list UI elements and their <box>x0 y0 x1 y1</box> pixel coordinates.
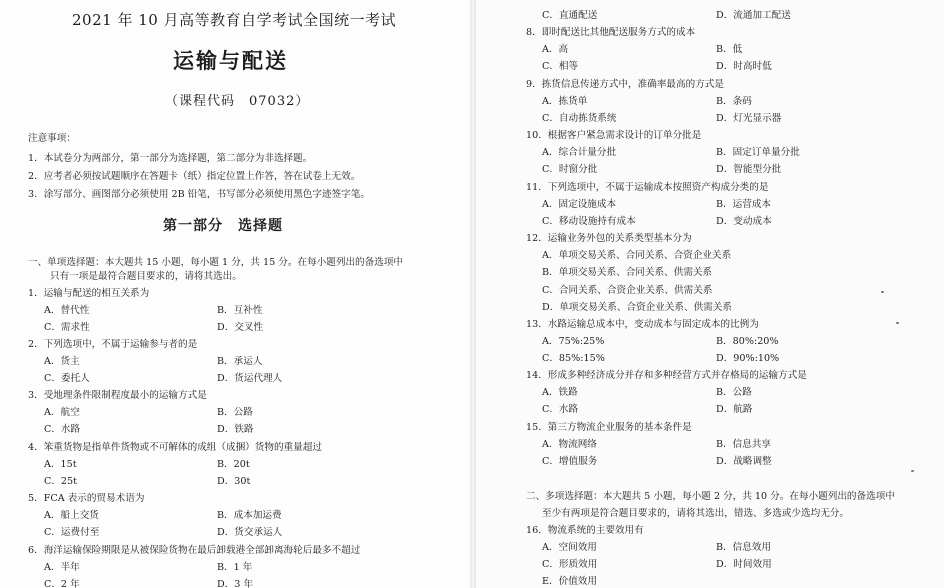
option: D．货交承运人 <box>217 527 283 538</box>
option: C．移动设施持有成本 <box>542 216 636 227</box>
section-instruction: 至少有两项是符合题目要求的，请将其选出，错选、多选或少选均无分。 <box>542 508 849 519</box>
option: C．需求性 <box>44 322 90 333</box>
option: D．3 年 <box>217 579 254 588</box>
option: A．拣货单 <box>542 96 588 107</box>
option: C．合同关系、合资企业关系、供需关系 <box>542 285 713 296</box>
option: A．半年 <box>44 562 80 573</box>
question-stem: 14．形成多种经济成分并存和多种经营方式并存格局的运输方式是 <box>526 370 807 381</box>
option: C．水路 <box>44 424 81 435</box>
subject-title: 运输与配送 <box>173 48 288 73</box>
option: A．空间效用 <box>542 542 597 553</box>
question-stem: 13．水路运输总成本中，变动成本与固定成本的比例为 <box>526 319 759 330</box>
question-stem: 3．受地理条件限制程度最小的运输方式是 <box>28 390 207 401</box>
option: C．自动拣货系统 <box>542 113 617 124</box>
note-item: 3．涂写部分、画图部分必须使用 2B 铅笔，书写部分必须使用黑色字迹签字笔。 <box>28 189 370 200</box>
section-instruction: 二、多项选择题：本大题共 5 小题，每小题 2 分，共 10 分。在每小题列出的备选项中 <box>526 491 895 502</box>
notes-title: 注意事项： <box>28 133 76 144</box>
question-stem: 11．下列选项中，不属于运输成本按照资产构成分类的是 <box>526 182 769 193</box>
option: D．战略调整 <box>716 456 772 467</box>
option: C．85%:15% <box>542 353 605 364</box>
option: D．货运代理人 <box>217 373 283 384</box>
option: D．30t <box>217 476 251 487</box>
question-stem: 12．运输业务外包的关系类型基本分为 <box>526 233 692 244</box>
option: D．铁路 <box>217 424 254 435</box>
option: B．低 <box>716 44 743 55</box>
option: A．船上交货 <box>44 510 99 521</box>
option: A．15t <box>44 459 77 470</box>
exam-title: 2021 年 10 月高等教育自学考试全国统一考试 <box>72 11 397 29</box>
option: C．形质效用 <box>542 559 598 570</box>
section-instruction: 一、单项选择题：本大题共 15 小题，每小题 1 分，共 15 分。在每小题列出的备选项中 <box>28 257 404 268</box>
option: A．替代性 <box>44 305 90 316</box>
option: B．条码 <box>716 96 752 107</box>
option: D．航路 <box>716 404 753 415</box>
option: C．时窗分批 <box>542 164 598 175</box>
note-item: 1．本试卷分为两部分，第一部分为选择题，第二部分为非选择题。 <box>28 153 313 164</box>
part-title: 第一部分 选择题 <box>163 218 283 234</box>
option: B．20t <box>217 459 250 470</box>
option: A．高 <box>542 44 569 55</box>
scan-speck <box>896 322 899 324</box>
option: A．单项交易关系、合同关系、合资企业关系 <box>542 250 732 261</box>
option: B．单项交易关系、合同关系、供需关系 <box>542 267 713 278</box>
option: C．直通配送 <box>542 10 598 21</box>
option: C．增值服务 <box>542 456 598 467</box>
option: C．25t <box>44 476 77 487</box>
question-stem: 4．笨重货物是指单件货物或不可解体的成组（成捆）货物的重量超过 <box>28 442 322 453</box>
scan-speck <box>911 470 914 472</box>
option: D．灯光显示器 <box>716 113 782 124</box>
option: C．运费付至 <box>44 527 100 538</box>
option: B．公路 <box>716 387 752 398</box>
option: B．信息共享 <box>716 439 772 450</box>
option: A．物流网络 <box>542 439 597 450</box>
option: B．承运人 <box>217 356 263 367</box>
option: D．单项交易关系、合资企业关系、供需关系 <box>542 302 732 313</box>
option: E．价值效用 <box>542 576 597 587</box>
question-stem: 2．下列选项中，不属于运输参与者的是 <box>28 339 198 350</box>
section-instruction: 只有一项是最符合题目要求的，请将其选出。 <box>50 271 242 282</box>
option: A．固定设施成本 <box>542 199 617 210</box>
option: B．80%:20% <box>716 336 779 347</box>
option: B．互补性 <box>217 305 263 316</box>
option: D．智能型分批 <box>716 164 782 175</box>
option: A．货主 <box>44 356 80 367</box>
option: C．水路 <box>542 404 579 415</box>
option: A．铁路 <box>542 387 578 398</box>
option: C．2 年 <box>44 579 80 588</box>
scan-speck <box>881 291 884 293</box>
option: B．信息效用 <box>716 542 772 553</box>
question-stem: 10．根据客户紧急需求设计的订单分批是 <box>526 130 702 141</box>
question-stem: 9．拣货信息传递方式中，准确率最高的方式是 <box>526 79 724 90</box>
option: C．相等 <box>542 61 579 72</box>
question-stem: 8．即时配送比其他配送服务方式的成本 <box>526 27 696 38</box>
option: A．航空 <box>44 407 80 418</box>
question-stem: 6．海洋运输保险期限是从被保险货物在最后卸载港全部卸离海轮后最多不超过 <box>28 545 361 556</box>
option: B．1 年 <box>217 562 253 573</box>
option: D．90%:10% <box>716 353 780 364</box>
option: B．固定订单量分批 <box>716 147 800 158</box>
option: D．时间效用 <box>716 559 772 570</box>
question-stem: 16．物流系统的主要效用有 <box>526 525 644 536</box>
left-page <box>0 0 470 588</box>
option: B．成本加运费 <box>217 510 282 521</box>
option: B．公路 <box>217 407 253 418</box>
option: A．75%:25% <box>542 336 605 347</box>
question-stem: 15．第三方物流企业服务的基本条件是 <box>526 422 692 433</box>
option: D．流通加工配送 <box>716 10 791 21</box>
option: B．运营成本 <box>716 199 772 210</box>
option: D．变动成本 <box>716 216 772 227</box>
course-code: （课程代码 07032） <box>165 94 310 109</box>
option: D．交叉性 <box>217 322 264 333</box>
note-item: 2．应考者必须按试题顺序在答题卡（纸）指定位置上作答，答在试卷上无效。 <box>28 171 361 182</box>
question-stem: 5．FCA 表示的贸易术语为 <box>28 493 145 504</box>
option: D．时高时低 <box>716 61 772 72</box>
right-page <box>476 0 944 588</box>
question-stem: 1．运输与配送的相互关系为 <box>28 288 150 299</box>
option: A．综合计量分批 <box>542 147 617 158</box>
option: C．委托人 <box>44 373 90 384</box>
